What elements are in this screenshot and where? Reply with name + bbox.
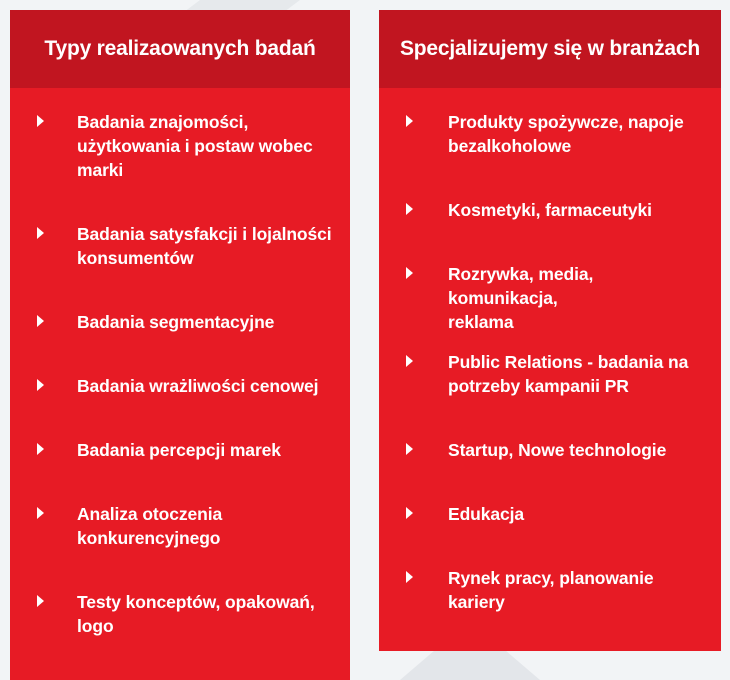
- caret-right-icon: [37, 379, 44, 391]
- list-item-label: Public Relations - badania na potrzeby kampanii PR: [448, 352, 689, 396]
- list-item-label: Badania percepcji marek: [77, 440, 281, 460]
- research-types-card: [10, 10, 350, 680]
- list-item-label: Badania satysfakcji i lojalności konsumentów: [77, 224, 332, 268]
- caret-right-icon: [406, 115, 413, 127]
- caret-right-icon: [406, 571, 413, 583]
- caret-right-icon: [406, 443, 413, 455]
- caret-right-icon: [37, 315, 44, 327]
- list-item-label: Produkty spożywcze, napoje bezalkoholowe: [448, 112, 684, 156]
- list-item-label: Testy konceptów, opakowań, logo: [77, 592, 315, 636]
- list-item-label: Kosmetyki, farmaceutyki: [448, 200, 652, 220]
- list-item-label: Edukacja: [448, 504, 525, 524]
- industries-title: Specjalizujemy się w branżach: [379, 10, 721, 88]
- research-types-title: Typy realizaowanych badań: [10, 10, 350, 88]
- list-item-label: Badania wrażliwości cenowej: [77, 376, 319, 396]
- list-item-label: Startup, Nowe technologie: [448, 440, 667, 460]
- caret-right-icon: [37, 595, 44, 607]
- list-item-label: Rynek pracy, planowanie kariery: [448, 568, 654, 612]
- list-item-label: Rozrywka, media, komunikacja, reklama: [448, 264, 594, 332]
- caret-right-icon: [406, 267, 413, 279]
- list-item-label: Analiza otoczenia konkurencyjnego: [77, 504, 223, 548]
- list-item-label: Badania znajomości, użytkowania i postaw wobec marki: [77, 112, 313, 180]
- caret-right-icon: [37, 443, 44, 455]
- caret-right-icon: [406, 355, 413, 367]
- list-item-label: Badania segmentacyjne: [77, 312, 275, 332]
- caret-right-icon: [37, 227, 44, 239]
- caret-right-icon: [37, 115, 44, 127]
- caret-right-icon: [406, 203, 413, 215]
- caret-right-icon: [406, 507, 413, 519]
- industries-card: [379, 10, 721, 651]
- caret-right-icon: [37, 507, 44, 519]
